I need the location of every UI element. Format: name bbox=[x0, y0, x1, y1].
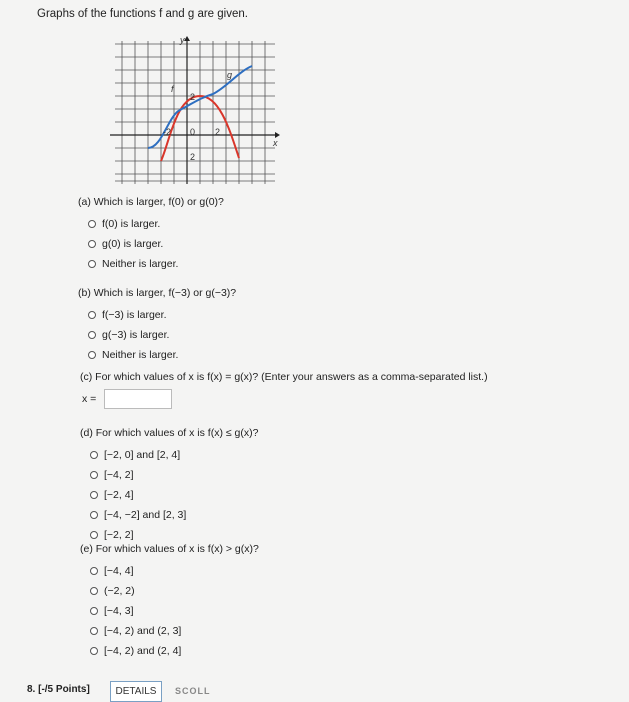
intro-text: Graphs of the functions f and g are given. bbox=[37, 8, 248, 20]
option-d-1[interactable]: [−2, 0] and [2, 4] bbox=[90, 445, 258, 465]
question-a-text: (a) Which is larger, f(0) or g(0)? bbox=[78, 196, 224, 208]
radio-button[interactable] bbox=[88, 351, 96, 359]
question-a bbox=[78, 196, 224, 274]
points-label: 8. [-/5 Points] bbox=[27, 684, 90, 695]
graph-grid bbox=[115, 41, 275, 184]
question-c bbox=[80, 371, 488, 409]
answer-input-c[interactable] bbox=[104, 389, 172, 409]
radio-button[interactable] bbox=[88, 331, 96, 339]
radio-button[interactable] bbox=[88, 220, 96, 228]
y-axis-label: y bbox=[180, 36, 185, 45]
option-e-5[interactable]: [−4, 2) and (2, 4] bbox=[90, 641, 259, 661]
radio-button[interactable] bbox=[90, 607, 98, 615]
question-e-text: (e) For which values of x is f(x) > g(x)? bbox=[80, 543, 259, 555]
radio-button[interactable] bbox=[90, 451, 98, 459]
question-e bbox=[80, 543, 259, 661]
option-d-2[interactable]: [−4, 2] bbox=[90, 465, 258, 485]
radio-button[interactable] bbox=[90, 511, 98, 519]
tick-label-x-neg2: -2 bbox=[163, 127, 172, 137]
option-d-4[interactable]: [−4, −2] and [2, 3] bbox=[90, 505, 258, 525]
option-a-3[interactable]: Neither is larger. bbox=[88, 254, 224, 274]
radio-button[interactable] bbox=[90, 491, 98, 499]
radio-button[interactable] bbox=[90, 471, 98, 479]
radio-button[interactable] bbox=[90, 587, 98, 595]
question-b bbox=[78, 287, 236, 365]
radio-button[interactable] bbox=[88, 240, 96, 248]
tick-label-origin: 0 bbox=[190, 127, 196, 137]
g-label: g bbox=[227, 70, 233, 80]
option-b-1[interactable]: f(−3) is larger. bbox=[88, 305, 236, 325]
question-b-text: (b) Which is larger, f(−3) or g(−3)? bbox=[78, 287, 237, 299]
option-e-4[interactable]: [−4, 2) and (2, 3] bbox=[90, 621, 259, 641]
option-d-3[interactable]: [−2, 4] bbox=[90, 485, 258, 505]
question-c-text: (c) For which values of x is f(x) = g(x)? (Enter your answers as a comma-separated list.) bbox=[80, 371, 488, 383]
tick-label-x-2: 2 bbox=[215, 127, 221, 137]
option-e-1[interactable]: [−4, 4] bbox=[90, 561, 259, 581]
question-d-text: (d) For which values of x is f(x) ≤ g(x)? bbox=[80, 427, 259, 439]
footer-bar bbox=[0, 676, 629, 700]
function-graph bbox=[110, 36, 280, 186]
option-e-2[interactable]: (−2, 2) bbox=[90, 581, 259, 601]
y-axis-arrow bbox=[184, 36, 190, 41]
option-d-5[interactable]: [−2, 2] bbox=[90, 525, 258, 545]
option-b-3[interactable]: Neither is larger. bbox=[88, 345, 236, 365]
radio-button[interactable] bbox=[90, 567, 98, 575]
question-d bbox=[80, 427, 258, 545]
radio-button[interactable] bbox=[88, 260, 96, 268]
option-a-1[interactable]: f(0) is larger. bbox=[88, 214, 224, 234]
scroll-label: SCOLL bbox=[175, 686, 211, 696]
radio-button[interactable] bbox=[90, 647, 98, 655]
tick-label-y-neg2: 2 bbox=[190, 152, 196, 162]
answer-label: x = bbox=[82, 393, 97, 405]
option-e-3[interactable]: [−4, 3] bbox=[90, 601, 259, 621]
radio-button[interactable] bbox=[88, 311, 96, 319]
tick-label-y-2: 2 bbox=[190, 92, 196, 102]
f-label: f bbox=[171, 84, 174, 94]
option-a-2[interactable]: g(0) is larger. bbox=[88, 234, 224, 254]
details-button[interactable]: DETAILS bbox=[110, 681, 162, 702]
x-axis-label: x bbox=[273, 138, 278, 148]
radio-button[interactable] bbox=[90, 531, 98, 539]
option-b-2[interactable]: g(−3) is larger. bbox=[88, 325, 236, 345]
radio-button[interactable] bbox=[90, 627, 98, 635]
